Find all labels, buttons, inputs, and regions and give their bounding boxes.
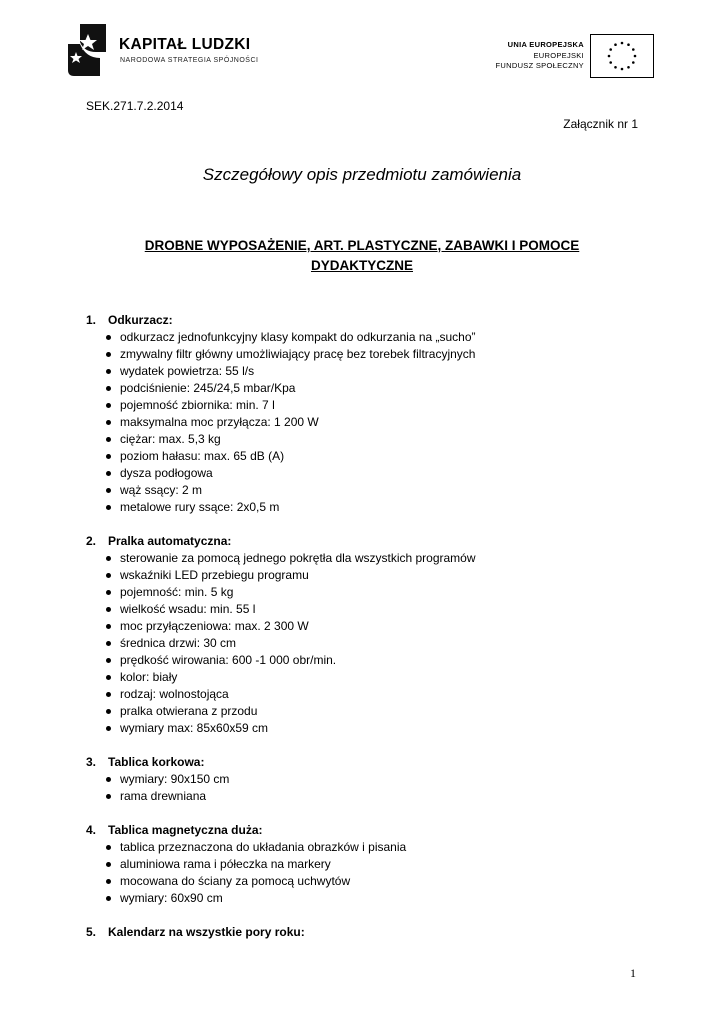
list-item-text: mocowana do ściany za pomocą uchwytów [120, 874, 351, 888]
list-item [86, 703, 646, 720]
list-item-text: ciężar: max. 5,3 kg [120, 432, 221, 446]
section-title: Pralka automatyczna: [108, 534, 232, 548]
section-heading [86, 924, 646, 941]
bullet-icon [106, 658, 111, 663]
bullet-icon [106, 726, 111, 731]
page-number: 1 [630, 966, 636, 980]
list-item [86, 618, 646, 635]
list-item-text: prędkość wirowania: 600 -1 000 obr/min. [120, 653, 337, 667]
list-item [86, 482, 646, 499]
section-title: Tablica korkowa: [108, 755, 205, 769]
bullet-icon [106, 590, 111, 595]
list-item-text: rodzaj: wolnostojąca [120, 687, 229, 701]
bullet-icon [106, 488, 111, 493]
annex-label: Załącznik nr 1 [563, 117, 638, 131]
bullet-icon [106, 692, 111, 697]
section-number: 4. [86, 823, 97, 837]
section [86, 924, 646, 941]
list-item-text: pralka otwierana z przodu [120, 704, 258, 718]
bullet-icon [106, 369, 111, 374]
list-item [86, 652, 646, 669]
bullet-icon [106, 845, 111, 850]
bullet-icon [106, 573, 111, 578]
section-title: Tablica magnetyczna duża: [108, 823, 263, 837]
document-title: Szczegółowy opis przedmiotu zamówienia [202, 165, 522, 184]
list-item [86, 448, 646, 465]
section-number: 5. [86, 925, 97, 939]
section-title: Odkurzacz: [108, 313, 173, 327]
section-number: 2. [86, 534, 97, 548]
list-item-text: dysza podłogowa [120, 466, 213, 480]
bullet-icon [106, 352, 111, 357]
list-item-text: maksymalna moc przyłącza: 1 200 W [120, 415, 319, 429]
bullet-icon [106, 437, 111, 442]
bullet-icon [106, 556, 111, 561]
section-heading [86, 533, 646, 550]
list-item [86, 363, 646, 380]
list-item-text: wymiary max: 85x60x59 cm [120, 721, 269, 735]
sections-list [86, 312, 646, 958]
subject-line-2: DYDAKTYCZNE [310, 258, 413, 273]
list-item-text: pojemność zbiornika: min. 7 l [120, 398, 275, 412]
list-item [86, 856, 646, 873]
list-item-text: wskaźniki LED przebiegu programu [120, 568, 309, 582]
bullet-icon [106, 896, 111, 901]
bullet-icon [106, 879, 111, 884]
list-item [86, 465, 646, 482]
bullet-icon [106, 386, 111, 391]
list-item-text: podciśnienie: 245/24,5 mbar/Kpa [120, 381, 296, 395]
bullet-icon [106, 675, 111, 680]
list-item-text: wąż ssący: 2 m [120, 483, 203, 497]
list-item [86, 839, 646, 856]
list-item [86, 584, 646, 601]
section-title: Kalendarz na wszystkie pory roku: [108, 925, 305, 939]
list-item-text: tablica przeznaczona do układania obrazków i pisania [120, 840, 407, 854]
reference-number: SEK.271.7.2.2014 [86, 99, 184, 113]
section [86, 312, 646, 516]
list-item-text: zmywalny filtr główny umożliwiający pracę bez torebek filtracyjnych [120, 347, 476, 361]
eu-line-3: FUNDUSZ SPOŁECZNY [495, 61, 584, 70]
section-heading [86, 312, 646, 329]
section-number: 3. [86, 755, 97, 769]
section [86, 754, 646, 805]
bullet-list [86, 329, 646, 516]
list-item [86, 601, 646, 618]
list-item-text: wymiary: 90x150 cm [120, 772, 230, 786]
bullet-icon [106, 454, 111, 459]
eu-line-1: UNIA EUROPEJSKA [507, 40, 584, 49]
section [86, 533, 646, 737]
list-item-text: metalowe rury ssące: 2x0,5 m [120, 500, 280, 514]
bullet-icon [106, 709, 111, 714]
list-item-text: odkurzacz jednofunkcyjny klasy kompakt do odkurzania na „sucho” [120, 330, 476, 344]
list-item-text: wydatek powietrza: 55 l/s [120, 364, 255, 378]
bullet-list [86, 550, 646, 737]
list-item-text: kolor: biały [120, 670, 178, 684]
eu-stars-icon [591, 35, 653, 77]
bullet-icon [106, 607, 111, 612]
list-item-text: moc przyłączeniowa: max. 2 300 W [120, 619, 309, 633]
list-item [86, 686, 646, 703]
subject-line-1: DROBNE WYPOSAŻENIE, ART. PLASTYCZNE, ZABAWKI I POMOCE [144, 238, 580, 253]
kapital-ludzki-title: KAPITAŁ LUDZKI [119, 36, 251, 53]
eu-logo [470, 32, 660, 80]
bullet-icon [106, 420, 111, 425]
bullet-list [86, 771, 646, 805]
section-heading [86, 754, 646, 771]
bullet-icon [106, 403, 111, 408]
list-item [86, 669, 646, 686]
list-item [86, 414, 646, 431]
list-item [86, 873, 646, 890]
bullet-icon [106, 471, 111, 476]
list-item [86, 499, 646, 516]
bullet-icon [106, 777, 111, 782]
list-item [86, 329, 646, 346]
bullet-list [86, 839, 646, 907]
list-item-text: sterowanie za pomocą jednego pokrętła dla wszystkich programów [120, 551, 476, 565]
list-item-text: rama drewniana [120, 789, 207, 803]
bullet-icon [106, 505, 111, 510]
bullet-icon [106, 641, 111, 646]
list-item-text: wielkość wsadu: min. 55 l [120, 602, 256, 616]
bullet-icon [106, 624, 111, 629]
list-item-text: pojemność: min. 5 kg [120, 585, 234, 599]
section-heading [86, 822, 646, 839]
subject-heading [120, 236, 604, 276]
kapital-ludzki-subtitle: NARODOWA STRATEGIA SPÓJNOŚCI [120, 57, 259, 64]
list-item [86, 346, 646, 363]
list-item [86, 771, 646, 788]
list-item [86, 550, 646, 567]
list-item-text: poziom hałasu: max. 65 dB (A) [120, 449, 285, 463]
section-number: 1. [86, 313, 97, 327]
list-item [86, 720, 646, 737]
list-item [86, 431, 646, 448]
eu-line-2: EUROPEJSKI [533, 50, 584, 60]
eu-flag-icon [590, 34, 654, 78]
list-item [86, 788, 646, 805]
section [86, 822, 646, 907]
list-item [86, 635, 646, 652]
list-item-text: wymiary: 60x90 cm [120, 891, 223, 905]
list-item [86, 397, 646, 414]
list-item [86, 890, 646, 907]
bullet-icon [106, 862, 111, 867]
bullet-icon [106, 794, 111, 799]
list-item [86, 567, 646, 584]
bullet-icon [106, 335, 111, 340]
list-item-text: średnica drzwi: 30 cm [120, 636, 237, 650]
list-item-text: aluminiowa rama i półeczka na markery [120, 857, 331, 871]
list-item [86, 380, 646, 397]
kapital-ludzki-logo [66, 22, 266, 82]
kapital-ludzki-emblem-icon [66, 22, 110, 78]
eu-text [496, 40, 584, 72]
